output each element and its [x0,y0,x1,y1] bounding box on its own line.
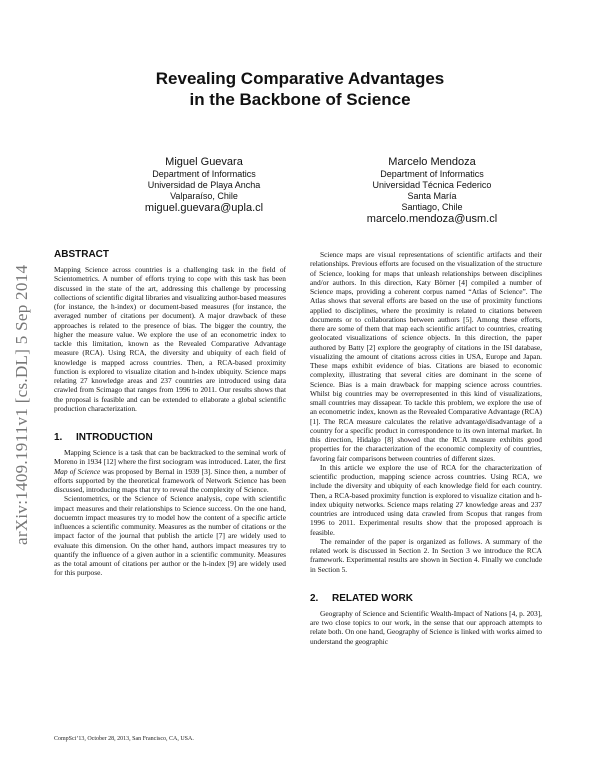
title-line-2: in the Backbone of Science [189,90,411,109]
emphasis-map-of-science: Map of Science [54,466,101,476]
left-column [54,248,286,578]
author-block-1 [84,156,324,215]
intro-paragraph-2: Scientometrics, or the Science of Science analysis, cope with scientific impact measures and their relationships to Science success. On the one hand, docuemtn impact measures try to model how the content of a specific article influences a scientific community. Measures as the number of citations or the impact factor of the journal that publish the article [7] are widely used to evaluate this dimension. On the other hand, authors impact measures try to quantify the influence of a given author in a scientific community. Measures as the total amount of citations per author or the h-index [9] are widely used for this purpose. [54,494,286,578]
right-column [310,250,542,646]
author-city: Santiago, Chile [401,202,463,212]
conference-footer: CompSci’13, October 28, 2013, San Francisco, CA, USA. [54,736,194,742]
title-line-1: Revealing Comparative Advantages [155,69,445,88]
section-title: INTRODUCTION [76,432,153,443]
author-city: Valparaíso, Chile [170,191,238,201]
author-university-2: Santa María [407,191,457,201]
author-block-2 [312,156,552,226]
paper-title [60,68,540,110]
section-number: 2. [310,592,319,604]
intro-paragraph-1: Mapping Science is a task that can be backtracked to the seminal work of Moreno in 1934 [12] where the first sociogram was introduced. Later, the first Map of Science was proposed by Bernal in 1939 [3]. Since then, a number of efforts supported by the theoretical framework of Network Science has been discussed, introducing maps that try to reveal the complexity of Science. [54,448,286,494]
author-university: Universidad Técnica Federico [372,180,492,190]
intro-paragraph-3: Science maps are visual representations of scientific artifacts and their relationships. Previous efforts are focused on the visualization of the structure of Science, looking for maps that unleash relationships between disciplines and/or authors. In this direction, Katy Börner [4] compiled a number of Science maps, providing a coherent corpus named “Atlas of Science”. The Atlas shows that several efforts are based on the use of proximity functions applied to disciplines, where the proximity is related to citations between documents or to collaborations between authors [5]. Among these efforts, there are some of them that map each scientific artifact to countries, creating geolocated visualizations of science objects. In this direction, the paper authored by Batty [2] explore the geography of citations in the ISI database, visualizing the amount of citations across cities in USA, Europe and Japan. These maps exhibit evidence of bias. Citations are biased to economic complexity, illustrating that several cities are dominant in the scene of Science. Bias is a main drawback for mapping science across countries. Whilst big countries may be overrepresented in this kind of visualizations, small countries may dissapear. To tackle this problem, we explore the use of an econometric index, known as the Revealed Comparative Advantage (RCA) [1]. The RCA measure calculates the relative advantage/disadvantage of a country for a specific product in correspondence to its own internal market. In this direction, Hidalgo [8] showed that the RCA measure exhibits good properties for the characterization of the economic complexity of countries, favoring fair comparisons between countries of different sizes. [310,250,542,463]
intro-paragraph-4: In this article we explore the use of RCA for the characterization of scientific production, mapping science across countries. Using RCA, we include the diversity and ubiquity of each knowledge field for each country. Then, a RCA-based proximity function is explored to visualize citation and h-index ubiquity networks. Science maps relating 27 knowledge areas and 237 countries are introduced using data crawled from Scopus that ranges from 1996 to 2011. Experimental results show that the proposed approach is feasible. [310,462,542,537]
author-university: Universidad de Playa Ancha [147,180,261,190]
author-email: marcelo.mendoza@usm.cl [366,213,498,225]
intro-paragraph-5: The remainder of the paper is organized as follows. A summary of the related work is discussed in Section 2. In Section 3 we introduce the RCA framework. Experimental results are shown in Section 4. Finally we conclude in Section 5. [310,536,542,574]
author-department: Department of Informatics [152,169,256,179]
related-work-heading [310,592,542,606]
abstract-heading: ABSTRACT [54,249,109,260]
abstract-text: Mapping Science across countries is a challenging task in the field of Scientometrics. A number of efforts trying to cope with this task has been discussed in the state of the art, addressing this challenge by processing collections of scientific digital libraries and visualizing author-based measures (for instance, the h-index) or document-based measures (for instance, the averaged number of citations per document). A major drawback of these approaches is related to the presence of bias. The bigger the country, the higher the measure value. We explore the use of an econometric index to tackle this limitation, known as the Revealed Comparative Advantage measure (RCA). Using RCA, the diversity and ubiquity of each field of knowledge is mapped across countries. Then, a RCA-based proximity function is explored to visualize citation and h-index ubiquity. Science maps relating 27 knowledge areas and 237 countries are introduced using data crawled from Scimago that ranges from 1996 to 2011. Our results shows that the proposal is feasible and can be extended to ellaborate a global scientific production characterization. [54,265,286,413]
author-name: Miguel Guevara [165,156,243,168]
section-number: 1. [54,432,63,443]
arxiv-identifier: arXiv:1409.1911v1 [cs.DL] 5 Sep 2014 [12,264,31,545]
related-paragraph-1: Geography of Science and Scientific Wealth-Impact of Nations [4, p. 203], are two close topics to our work, in the sense that our approach attempts to relate both. On one hand, Geography of Science is linked with works aimed to understand the geographic [310,608,542,646]
author-email: miguel.guevara@upla.cl [144,202,264,214]
author-department: Department of Informatics [380,169,484,179]
author-name: Marcelo Mendoza [388,156,476,168]
introduction-heading [54,431,286,445]
section-title: RELATED WORK [332,592,413,604]
